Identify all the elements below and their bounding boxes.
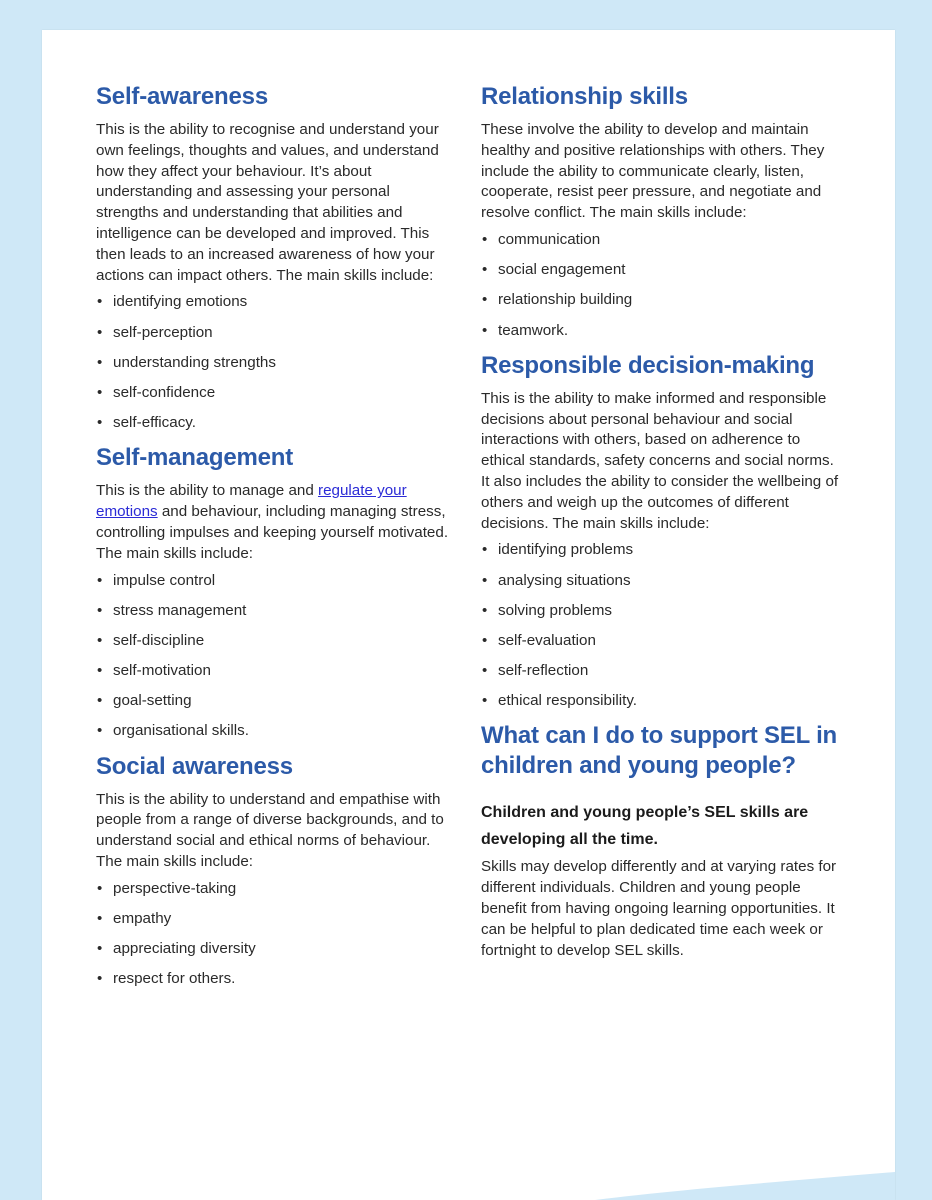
list-item: • communication <box>482 230 601 248</box>
list-item: • impulse control <box>97 571 216 589</box>
body-social-awareness: This is the ability to understand and empathise with people from a range of diverse backgrounds, and to understand social and ethical norms of behaviour. The main skills include: <box>96 790 444 871</box>
list-item: • self-perception <box>97 323 213 341</box>
decorative-wave <box>595 1160 895 1200</box>
list-item: • appreciating diversity <box>97 940 256 958</box>
body-support-sel: Skills may develop differently and at varying rates for different individuals. Children and young people benefit from having ongoing learning opportunities. It can be helpful to plan dedicated time each week or fortnight to develop SEL skills. <box>481 858 837 959</box>
body-responsible-decision-making: This is the ability to make informed and responsible decisions about personal behaviour and social interactions with others, based on adherence to ethical standards, safety concerns and social norms. It also includes the ability to consider the wellbeing of others and weigh up the outcomes of different decisions. The main skills include: <box>481 389 839 532</box>
list-item: • self-motivation <box>97 662 211 680</box>
lead-support-sel: Children and young people’s SEL skills are developing all the time. <box>481 804 809 849</box>
section-self-awareness <box>96 82 456 433</box>
section-support-sel <box>481 721 846 961</box>
list-item: • understanding strengths <box>97 353 276 371</box>
list-item: • goal-setting <box>97 692 192 710</box>
list-item: • stress management <box>97 601 247 619</box>
list-responsible-decision-making <box>481 540 846 711</box>
body-self-management: This is the ability to manage and regulate your emotions and behaviour, including managing stress, controlling impulses and keeping yourself motivated. The main skills include: <box>96 482 449 562</box>
heading-responsible-decision-making: Responsible decision-making <box>481 351 815 379</box>
list-item: • self-reflection <box>482 662 589 680</box>
list-item: • teamwork. <box>482 321 569 339</box>
section-relationship-skills <box>481 82 846 341</box>
list-relationship-skills <box>481 230 846 341</box>
list-item: • identifying problems <box>482 541 634 559</box>
list-item: • identifying emotions <box>97 293 248 311</box>
list-item: • self-discipline <box>97 631 205 649</box>
list-item: • self-evaluation <box>482 631 596 649</box>
section-responsible-decision-making <box>481 351 846 712</box>
section-social-awareness <box>96 752 456 990</box>
heading-self-management: Self-management <box>96 444 294 472</box>
list-item: • self-efficacy. <box>97 414 196 432</box>
heading-social-awareness: Social awareness <box>96 752 293 780</box>
heading-relationship-skills: Relationship skills <box>481 83 688 110</box>
list-self-awareness <box>96 292 456 433</box>
body-self-awareness: This is the ability to recognise and understand your own feelings, thoughts and values, and understand how they affect your behaviour. It’s about understanding and assessing your personal strengths and understanding that abilities and intelligence can be developed and improved. This then leads to an increased awareness of how your actions can impact others. The main skills include: <box>96 121 439 284</box>
list-social-awareness <box>96 879 456 990</box>
heading-self-awareness: Self-awareness <box>96 83 268 110</box>
left-column <box>96 82 456 1000</box>
list-self-management <box>96 571 456 742</box>
list-item: • solving problems <box>482 601 612 619</box>
list-item: • relationship building <box>482 291 633 309</box>
list-item: • ethical responsibility. <box>482 692 638 710</box>
list-item: • respect for others. <box>97 970 236 988</box>
section-self-management <box>96 443 456 741</box>
list-item: • perspective-taking <box>97 879 237 897</box>
regulate-emotions-link[interactable]: regulate your emotions <box>96 482 407 521</box>
list-item: • analysing situations <box>482 571 631 589</box>
list-item: • empathy <box>97 910 172 927</box>
list-item: • social engagement <box>482 261 626 279</box>
heading-support-sel: What can I do to support SEL in children and young people? <box>481 722 838 780</box>
document-page <box>42 30 895 1200</box>
body-relationship-skills: These involve the ability to develop and maintain healthy and positive relationships with others. They include the ability to communicate clearly, listen, cooperate, resist peer pressure, and negotiate and resolve conflict. The main skills include: <box>481 121 825 222</box>
right-column <box>481 82 846 967</box>
list-item: • self-confidence <box>97 383 216 401</box>
list-item: • organisational skills. <box>97 722 249 740</box>
